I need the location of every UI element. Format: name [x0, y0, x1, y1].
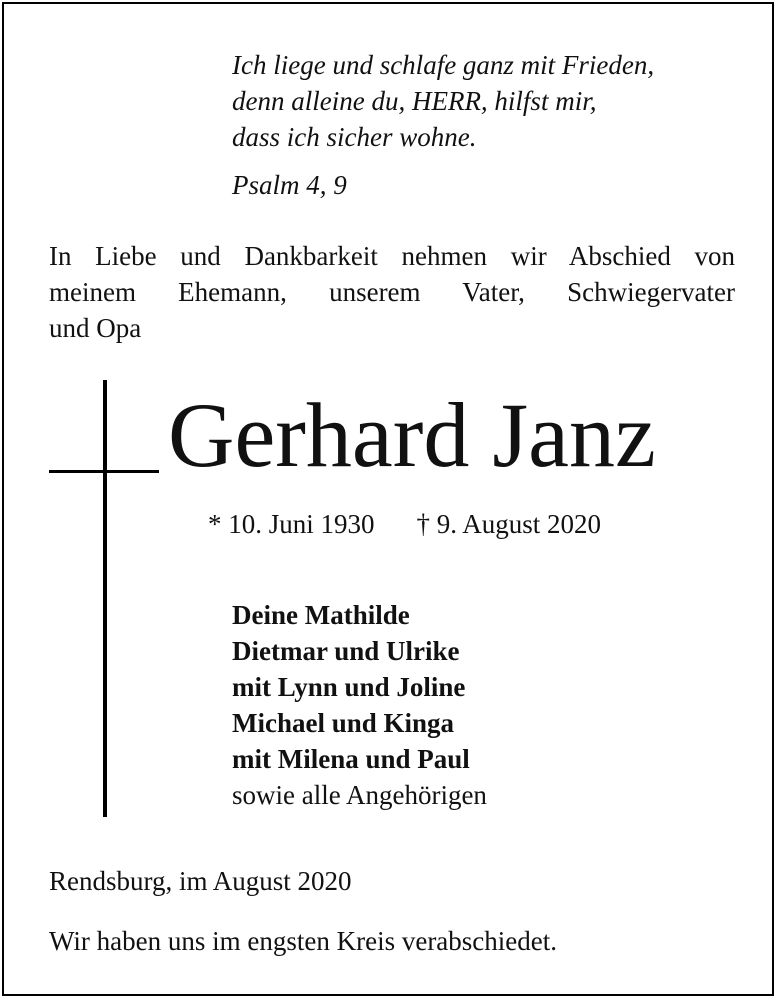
- obituary-notice: [2, 2, 774, 996]
- cross-icon: [103, 380, 107, 817]
- birth-date: * 10. Juni 1930: [208, 509, 375, 539]
- intro-line: In Liebe und Dankbarkeit nehmen wir Abschied von: [49, 241, 735, 271]
- cross-icon-crossbar: [49, 470, 159, 473]
- bible-verse: [232, 47, 752, 155]
- mourners-closing: sowie alle Angehörigen: [232, 780, 487, 810]
- verse-line: Ich liege und schlafe ganz mit Frieden,: [232, 50, 655, 80]
- verse-line: denn alleine du, HERR, hilfst mir,: [232, 86, 597, 116]
- death-date: † 9. August 2020: [416, 509, 602, 539]
- verse-line: dass ich sicher wohne.: [232, 122, 477, 152]
- life-dates: [208, 507, 601, 541]
- mourner-name: Deine Mathilde: [232, 600, 410, 630]
- mourners-list: [232, 597, 487, 813]
- mourner-name: mit Milena und Paul: [232, 744, 470, 774]
- mourner-name: Dietmar und Ulrike: [232, 636, 460, 666]
- verse-reference: Psalm 4, 9: [232, 170, 347, 200]
- mourner-name: Michael und Kinga: [232, 708, 455, 738]
- farewell-note: Wir haben uns im engsten Kreis verabschiedet.: [49, 926, 558, 956]
- mourner-name: mit Lynn und Joline: [232, 672, 466, 702]
- deceased-name: Gerhard Janz: [168, 384, 656, 486]
- place-and-date: Rendsburg, im August 2020: [49, 866, 352, 896]
- intro-text: [49, 238, 735, 346]
- intro-line: meinem Ehemann, unserem Vater, Schwiegervater: [49, 277, 735, 307]
- intro-line: und Opa: [49, 313, 142, 343]
